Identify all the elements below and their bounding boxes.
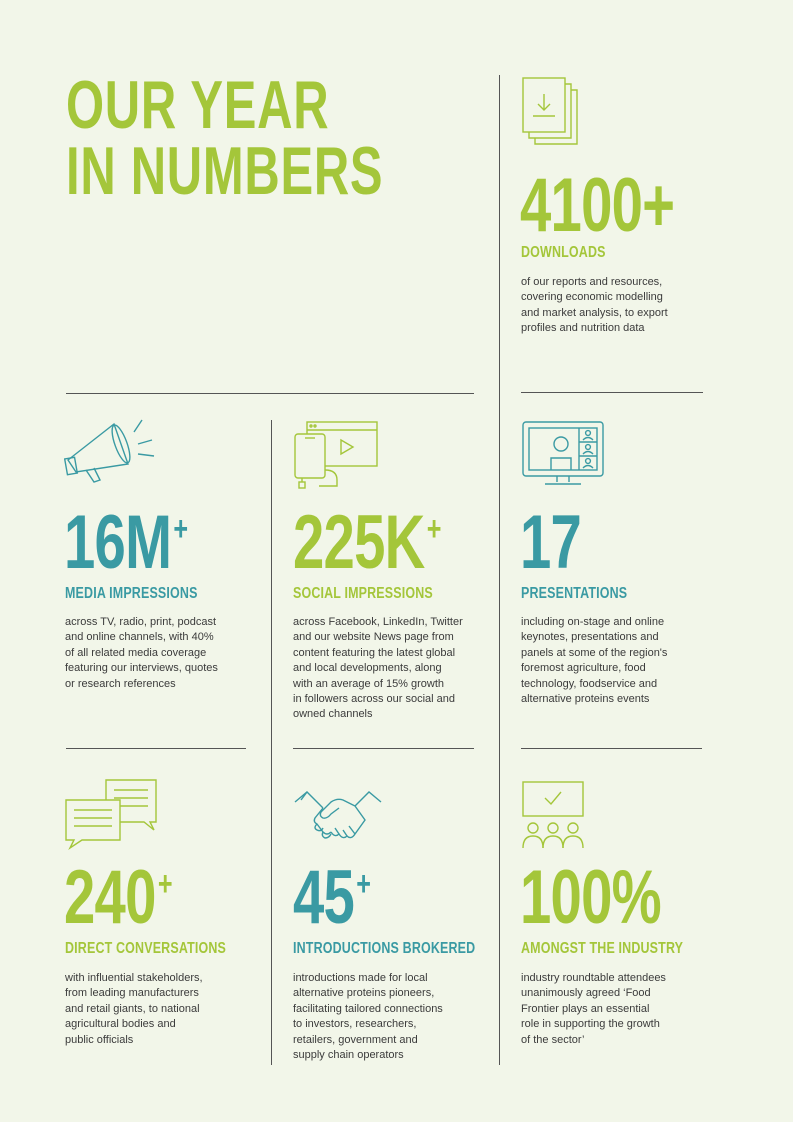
stat-media-description: across TV, radio, print, podcast and online channels, with 40% of all related media coverage featuring our interviews, quotes or research references (65, 616, 218, 690)
stat-social-label: SOCIAL IMPRESSIONS (293, 585, 433, 602)
stat-introductions-value: 45+ (293, 855, 371, 940)
handshake-icon (293, 788, 383, 848)
row-divider-mid-2 (293, 748, 474, 749)
stat-industry-description: industry roundtable attendees unanimously agreed ‘Food Frontier plays an essential role in supporting the growth of the sector’ (521, 972, 666, 1046)
row-divider-top-right (521, 392, 703, 393)
devices-video-icon (293, 420, 381, 490)
column-divider-left (271, 420, 272, 1065)
stat-introductions-label: INTRODUCTIONS BROKERED (293, 940, 476, 957)
column-divider-right (499, 75, 500, 1065)
stat-industry-label: AMONGST THE INDUSTRY (521, 940, 684, 957)
chat-bubbles-icon (64, 778, 160, 852)
page-title-line-2: IN NUMBERS (66, 133, 384, 209)
stat-conversations-description: with influential stakeholders, from leading manufacturers and retail giants, to national agricultural bodies and public officials (65, 972, 203, 1046)
stat-presentations-label: PRESENTATIONS (521, 585, 628, 602)
row-divider-top-left (66, 393, 474, 394)
row-divider-mid-1 (66, 748, 246, 749)
stat-conversations-label: DIRECT CONVERSATIONS (65, 940, 226, 957)
megaphone-icon (64, 418, 160, 488)
video-conference-icon (521, 420, 605, 490)
stat-presentations-value: 17 (520, 500, 582, 585)
stat-conversations-value: 240+ (64, 855, 172, 940)
stat-media-label: MEDIA IMPRESSIONS (65, 585, 198, 602)
stat-downloads-label: DOWNLOADS (521, 244, 606, 261)
page-title-line-1: OUR YEAR (66, 67, 330, 143)
row-divider-mid-3 (521, 748, 702, 749)
stat-downloads-description: of our reports and resources, covering economic modelling and market analysis, to export profiles and nutrition data (521, 276, 668, 335)
stat-downloads-value: 4100+ (520, 163, 675, 248)
stat-social-description: across Facebook, LinkedIn, Twitter and our website News page from content featuring the latest global and local developments, along with an average of 15% growth in followers across our social and owned channels (293, 616, 463, 721)
stat-social-value: 225K+ (293, 500, 441, 585)
download-document-icon (521, 76, 581, 148)
stat-industry-value: 100% (520, 855, 661, 940)
stat-introductions-description: introductions made for local alternative proteins pioneers, facilitating tailored connections to investors, researchers, retailers, government and supply chain operators (293, 972, 443, 1062)
audience-checkmark-icon (521, 780, 585, 850)
stat-media-value: 16M+ (64, 500, 188, 585)
stat-presentations-description: including on-stage and online keynotes, presentations and panels at some of the region's foremost agriculture, food technology, foodservice and alternative proteins events (521, 616, 668, 706)
